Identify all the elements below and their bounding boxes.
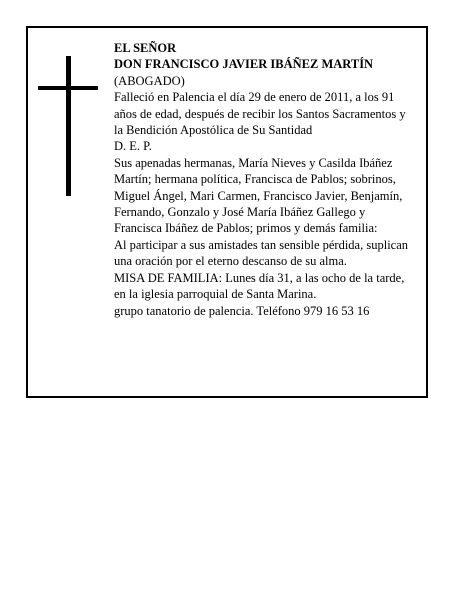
family-paragraph: Sus apenadas hermanas, María Nieves y Casilda Ibáñez Martín; hermana política, Francisca de Pablos; sobrinos, Miguel Ángel, Mari Carmen, Francisco Javier, Benjamín, Fernando, Gonzalo y José María Ibáñez Gallego y Francisca Ibáñez de Pablos; primos y demás familia: (114, 155, 403, 236)
profession: (ABOGADO) (114, 73, 185, 88)
death-paragraph: Falleció en Palencia el día 29 de enero de 2011, a los 91 años de edad, después de recibir los Santos Sacramentos y la Bendición Apostólica de Su Santidad (114, 90, 406, 138)
rip-line: D. E. P. (114, 139, 152, 154)
request-paragraph: Al participar a sus amistades tan sensible pérdida, suplican una oración por el eterno descanso de su alma. (114, 237, 409, 269)
deceased-name: DON FRANCISCO JAVIER IBÁÑEZ MARTÍN (114, 57, 374, 72)
obituary-text (114, 40, 414, 319)
mass-paragraph: MISA DE FAMILIA: Lunes día 31, a las ocho de la tarde, en la iglesia parroquial de Santa Marina. (114, 270, 405, 302)
cross-icon (66, 56, 71, 196)
obituary-notice (26, 26, 428, 398)
title-line-1: EL SEÑOR (114, 41, 177, 55)
cross-icon-bar (38, 86, 98, 90)
funeral-home-line: grupo tanatorio de palencia. Teléfono 979 16 53 16 (114, 303, 370, 318)
